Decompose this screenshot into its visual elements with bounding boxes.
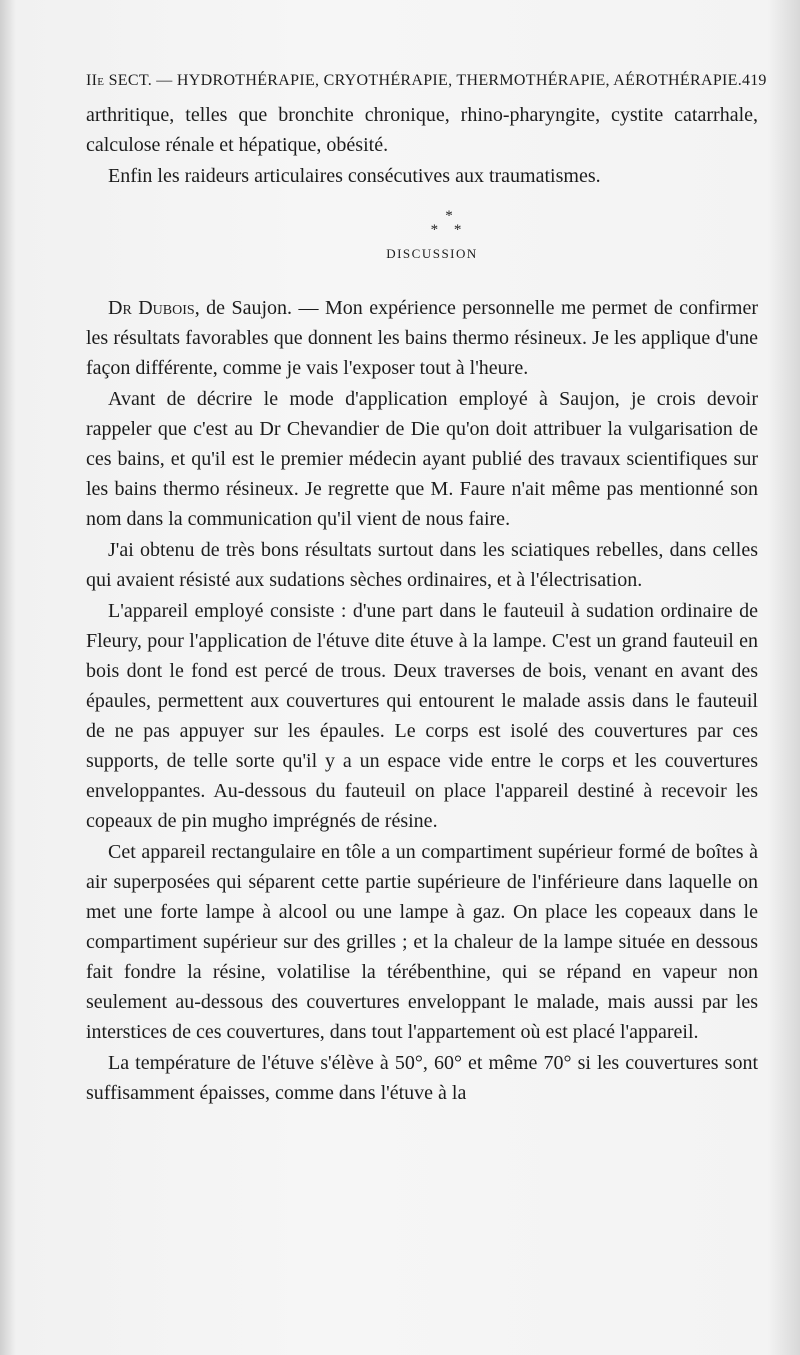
page-body bbox=[86, 100, 758, 1108]
running-head-title: IIe SECT. — HYDROTHÉRAPIE, CRYOTHÉRAPIE, THERMOTHÉRAPIE, AÉROTHÉRAPIE. bbox=[86, 72, 743, 89]
asterism-top: * bbox=[445, 208, 453, 224]
paragraph: Avant de décrire le mode d'application employé à Saujon, je crois devoir rappeler que c'est au Dr Chevandier de Die qu'on doit attribuer la vulgarisation de ces bains, et qu'il est le premier médecin ayant publié des travaux scientifiques sur les bains thermo résineux. Je regrette que M. Faure n'ait même pas mentionné son nom dans la communication qu'il vient de nous faire. bbox=[86, 388, 758, 530]
paragraph: La température de l'étuve s'élève à 50°, 60° et même 70° si les couvertures sont suffisamment épaisses, comme dans l'étuve à la bbox=[86, 1052, 758, 1104]
paragraph: L'appareil employé consiste : d'une part dans le fauteuil à sudation ordinaire de Fleury, pour l'application de l'étuve dite étuve à la lampe. C'est un grand fauteuil en bois dont le fond est percé de trous. Deux traverses de bois, venant en avant des épaules, permettent aux couvertures qui entourent le malade assis dans le fauteuil de ne pas appuyer sur les épaules. Le corps est isolé des couvertures par ces supports, de telle sorte qu'il y a un espace vide entre le corps et les couvertures enveloppantes. Au-dessous du fauteuil on place l'appareil destiné à recevoir les copeaux de pin mugho imprégnés de résine. bbox=[86, 600, 758, 832]
speaker-name: Dr Dubois bbox=[108, 297, 195, 319]
section-heading: DISCUSSION bbox=[386, 246, 478, 261]
speaker-text: Mon expérience personnelle me permet de confirmer les résultats favorables que donnent les bains thermo résineux. Je les applique d'une façon différente, comme je vais l'exposer tout à l'heure. bbox=[86, 297, 759, 379]
speaker-place: , de Saujon. — bbox=[194, 297, 319, 319]
paragraph: J'ai obtenu de très bons résultats surtout dans les sciatiques rebelles, dans celles qui avaient résisté aux sudations sèches ordinaires, et à l'électrisation. bbox=[86, 539, 758, 591]
page-number: 419 bbox=[742, 72, 767, 89]
speaker-paragraph bbox=[86, 293, 758, 383]
asterism-bottom: * * bbox=[430, 222, 468, 238]
running-head bbox=[86, 72, 767, 90]
asterism-separator bbox=[140, 191, 758, 239]
paragraph: Cet appareil rectangulaire en tôle a un compartiment supérieur formé de boîtes à air superposées qui séparent cette partie supérieure de l'inférieure dans laquelle on met une forte lampe à alcool ou une lampe à gaz. On place les copeaux dans le compartiment supérieur sur des grilles ; et la chaleur de la lampe située en dessous fait fondre la résine, volatilise la térébenthine, qui se répand en vapeur non seulement au-dessous des couvertures enveloppant le malade, mais aussi par les interstices de ces couvertures, dans tout l'appartement où est placé l'appareil. bbox=[86, 841, 758, 1043]
paragraph-continued: arthritique, telles que bronchite chronique, rhino-pharyngite, cystite catarrhale, calculose rénale et hépatique, obésité. bbox=[86, 104, 758, 156]
paragraph: Enfin les raideurs articulaires consécutives aux traumatismes. bbox=[108, 165, 601, 187]
